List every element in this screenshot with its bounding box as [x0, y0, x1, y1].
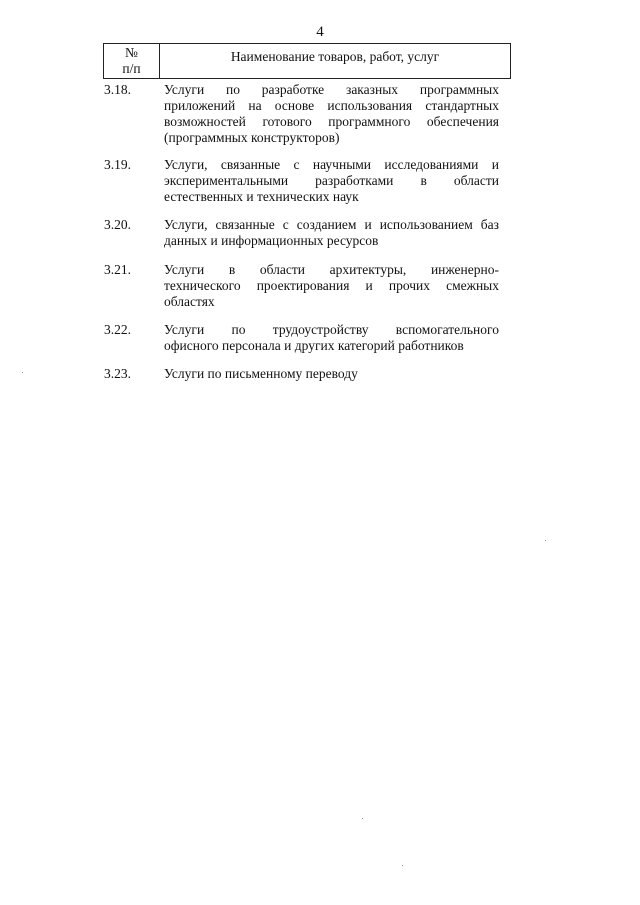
row-text-line: технического проектирования и прочих смежных: [164, 278, 499, 293]
row-text: [164, 262, 499, 310]
row-number: 3.21.: [104, 262, 131, 277]
scan-speck: [22, 372, 23, 373]
column-header-number-line1: №: [125, 45, 138, 60]
scan-speck: [362, 818, 363, 819]
row-text: [164, 217, 499, 249]
scan-speck: [545, 540, 546, 541]
row-text: [164, 322, 499, 354]
row-text-line: Услуги, связанные с научными исследованиями и: [164, 157, 499, 172]
row-text: [164, 157, 499, 205]
row-number: 3.19.: [104, 157, 131, 172]
row-text-line: Услуги по разработке заказных программных: [164, 82, 499, 97]
row-text-line: приложений на основе использования стандартных: [164, 98, 499, 113]
row-text-line: данных и информационных ресурсов: [164, 233, 379, 248]
row-text-line: Услуги, связанные с созданием и использованием баз: [164, 217, 499, 232]
row-text-line: экспериментальными разработками в области: [164, 173, 499, 188]
row-text-line: Услуги в области архитектуры, инженерно-: [164, 262, 499, 277]
row-text: [164, 82, 499, 146]
column-header-number-line2: п/п: [122, 61, 141, 76]
column-header-number: [104, 44, 160, 78]
table-header: [103, 43, 511, 79]
column-header-name: Наименование товаров, работ, услуг: [230, 49, 440, 64]
row-text-line: областях: [164, 294, 215, 309]
row-number: 3.22.: [104, 322, 131, 337]
row-text-line: офисного персонала и других категорий работников: [164, 338, 464, 353]
row-text-line: возможностей готового программного обеспечения: [164, 114, 499, 129]
row-text-line: Услуги по трудоустройству вспомогательного: [164, 322, 499, 337]
row-number: 3.18.: [104, 82, 131, 97]
scan-speck: [402, 865, 403, 866]
row-text-line: (программных конструкторов): [164, 130, 340, 145]
row-number: 3.20.: [104, 217, 131, 232]
row-text-line: естественных и технических наук: [164, 189, 359, 204]
row-text: [164, 366, 499, 382]
row-number: 3.23.: [104, 366, 131, 381]
page-number: 4: [316, 24, 324, 40]
row-text-line: Услуги по письменному переводу: [164, 366, 358, 381]
